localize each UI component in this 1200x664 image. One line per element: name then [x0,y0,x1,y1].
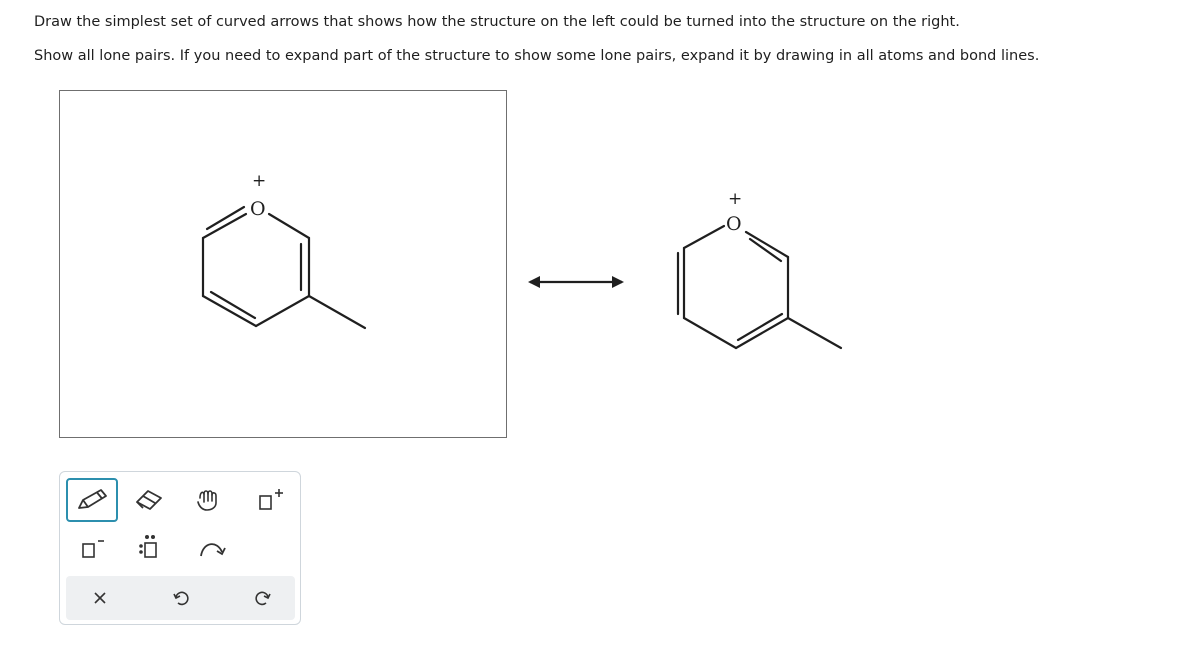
bond-methyl [788,318,841,348]
positive-charge-box-icon [255,487,285,513]
bond-o-c6 [684,226,724,248]
action-bar [66,576,295,620]
positive-charge-left: + [252,171,267,191]
lone-pair-box-icon [135,533,165,563]
close-icon [92,590,108,606]
bond-c2-o [746,232,788,257]
curved-arrow-icon [195,536,229,560]
hand-icon [194,488,224,512]
bond-c2-o [269,214,309,238]
left-molecule [60,91,506,437]
pencil-tool-button[interactable] [66,478,118,522]
bond-c4-c3 [736,318,788,348]
hand-tool-button[interactable] [187,480,231,520]
undo-button[interactable] [161,578,201,618]
negative-charge-box-icon [77,535,107,561]
drawing-toolbar [59,471,301,625]
instruction-line-1: Draw the simplest set of curved arrows that shows how the structure on the left could be turned into the structure on the right. [34,14,960,30]
redo-icon [254,589,272,607]
bond-c4-c3 [256,296,309,326]
bond-c5-c4 [203,296,256,326]
bond-c5-c4 [684,318,736,348]
eraser-tool-button[interactable] [127,480,171,520]
curved-arrow-tool-button[interactable] [190,528,234,568]
oxygen-atom-left: O [250,198,266,220]
clear-button[interactable] [80,578,120,618]
add-positive-charge-button[interactable] [248,480,292,520]
oxygen-atom-right: O [726,213,742,235]
undo-icon [172,589,190,607]
pencil-icon [75,488,109,512]
positive-charge-right: + [728,189,743,209]
redo-button[interactable] [243,578,283,618]
add-lone-pair-button[interactable] [128,528,172,568]
drawing-canvas[interactable] [59,90,507,438]
bond-methyl [309,296,365,328]
eraser-icon [134,488,164,512]
right-molecule [640,175,860,365]
add-negative-charge-button[interactable] [70,528,114,568]
double-headed-arrow-icon [520,272,632,292]
bond-c4-c3-double [738,314,782,340]
instruction-line-2: Show all lone pairs. If you need to expand part of the structure to show some lone pairs, expand it by drawing in all atoms and bond lines. [34,48,1040,64]
